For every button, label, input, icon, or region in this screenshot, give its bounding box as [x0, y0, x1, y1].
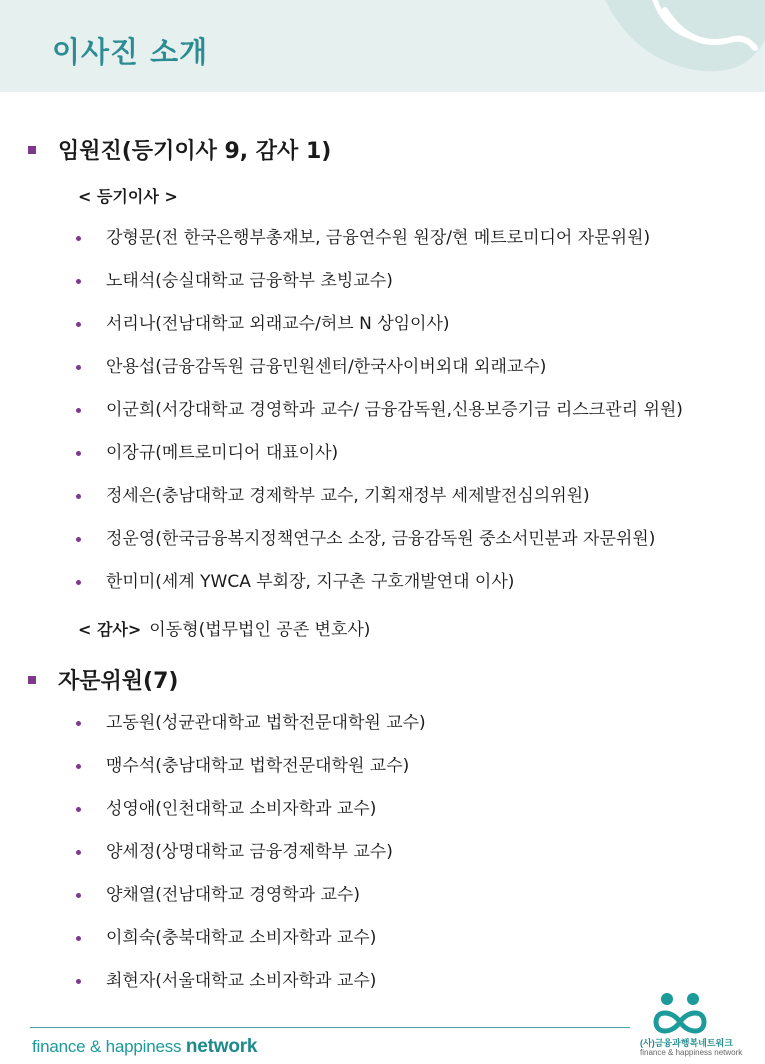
advisor-name: 이희숙(충북대학교 소비자학과 교수): [106, 928, 377, 948]
logo-caption-english: finance & happiness network: [640, 1048, 743, 1057]
list-item: [76, 840, 426, 883]
list-item: [76, 269, 683, 312]
advisor-name: 최현자(서울대학교 소비자학과 교수): [106, 971, 377, 991]
advisor-name: 양세정(상명대학교 금융경제학부 교수): [106, 842, 393, 862]
board-section-heading: [28, 134, 331, 165]
advisor-name: 성영애(인천대학교 소비자학과 교수): [106, 799, 377, 819]
list-item: [76, 797, 426, 840]
advisors-heading-text: 자문위원(7): [58, 669, 179, 694]
bullet-dot-icon: [76, 979, 81, 984]
footer-brand-light: finance & happiness: [32, 1037, 186, 1056]
list-item: [76, 484, 683, 527]
directors-list: [76, 226, 683, 613]
list-item: [76, 926, 426, 969]
list-item: [76, 312, 683, 355]
bullet-dot-icon: [76, 451, 81, 456]
organization-logo-icon: [650, 990, 710, 1040]
footer-brand: [32, 1036, 257, 1058]
bullet-dot-icon: [76, 764, 81, 769]
bullet-dot-icon: [76, 850, 81, 855]
page-title: 이사진 소개: [52, 35, 209, 69]
square-bullet-icon: [28, 146, 36, 154]
logo-caption: [640, 1038, 760, 1058]
list-item: [76, 754, 426, 797]
bullet-dot-icon: [76, 893, 81, 898]
director-name: 강형문(전 한국은행부총재보, 금융연수원 원장/현 메트로미디어 자문위원): [106, 228, 651, 248]
director-name: 정세은(충남대학교 경제학부 교수, 기획재정부 세제발전심의위원): [106, 486, 590, 506]
list-item: [76, 355, 683, 398]
list-item: [76, 226, 683, 269]
logo-caption-korean: (사)금융과행복네트워크: [640, 1038, 733, 1048]
list-item: [76, 969, 426, 1012]
directors-subheading: < 등기이사 >: [78, 187, 178, 206]
bullet-dot-icon: [76, 322, 81, 327]
list-item: [76, 441, 683, 484]
bullet-dot-icon: [76, 408, 81, 413]
bullet-dot-icon: [76, 537, 81, 542]
director-name: 한미미(세계 YWCA 부회장, 지구촌 구호개발연대 이사): [106, 572, 515, 592]
director-name: 서리나(전남대학교 외래교수/허브 N 상임이사): [106, 314, 450, 334]
advisor-name: 맹수석(충남대학교 법학전문대학원 교수): [106, 756, 410, 776]
bullet-dot-icon: [76, 580, 81, 585]
bullet-dot-icon: [76, 236, 81, 241]
list-item: [76, 883, 426, 926]
list-item: [76, 570, 683, 613]
director-name: 정운영(한국금융복지정책연구소 소장, 금융감독원 중소서민분과 자문위원): [106, 529, 656, 549]
auditor-name: 이동형(법무법인 공존 변호사): [149, 620, 371, 640]
advisor-name: 양채열(전남대학교 경영학과 교수): [106, 885, 360, 905]
footer-divider: [30, 1027, 630, 1028]
bullet-dot-icon: [76, 807, 81, 812]
director-name: 이군희(서강대학교 경영학과 교수/ 금융감독원,신용보증기금 리스크관리 위원): [106, 400, 683, 420]
director-name: 이장규(메트로미디어 대표이사): [106, 443, 339, 463]
bullet-dot-icon: [76, 721, 81, 726]
advisors-section-heading: [28, 664, 178, 695]
list-item: [76, 527, 683, 570]
director-name: 노태석(숭실대학교 금융학부 초빙교수): [106, 271, 393, 291]
bullet-dot-icon: [76, 365, 81, 370]
list-item: [76, 711, 426, 754]
hug-illustration-icon: [595, 0, 765, 92]
auditor-line: [78, 615, 370, 640]
advisors-list: [76, 711, 426, 1012]
header-band: [0, 0, 765, 92]
footer-brand-bold: network: [185, 1036, 258, 1057]
bullet-dot-icon: [76, 494, 81, 499]
advisor-name: 고동원(성균관대학교 법학전문대학원 교수): [106, 713, 426, 733]
bullet-dot-icon: [76, 936, 81, 941]
director-name: 안용섭(금융감독원 금융민원센터/한국사이버외대 외래교수): [106, 357, 547, 377]
auditor-label: < 감사>: [78, 620, 142, 639]
list-item: [76, 398, 683, 441]
board-heading-text: 임원진(등기이사 9, 감사 1): [58, 139, 332, 164]
bullet-dot-icon: [76, 279, 81, 284]
square-bullet-icon: [28, 676, 36, 684]
